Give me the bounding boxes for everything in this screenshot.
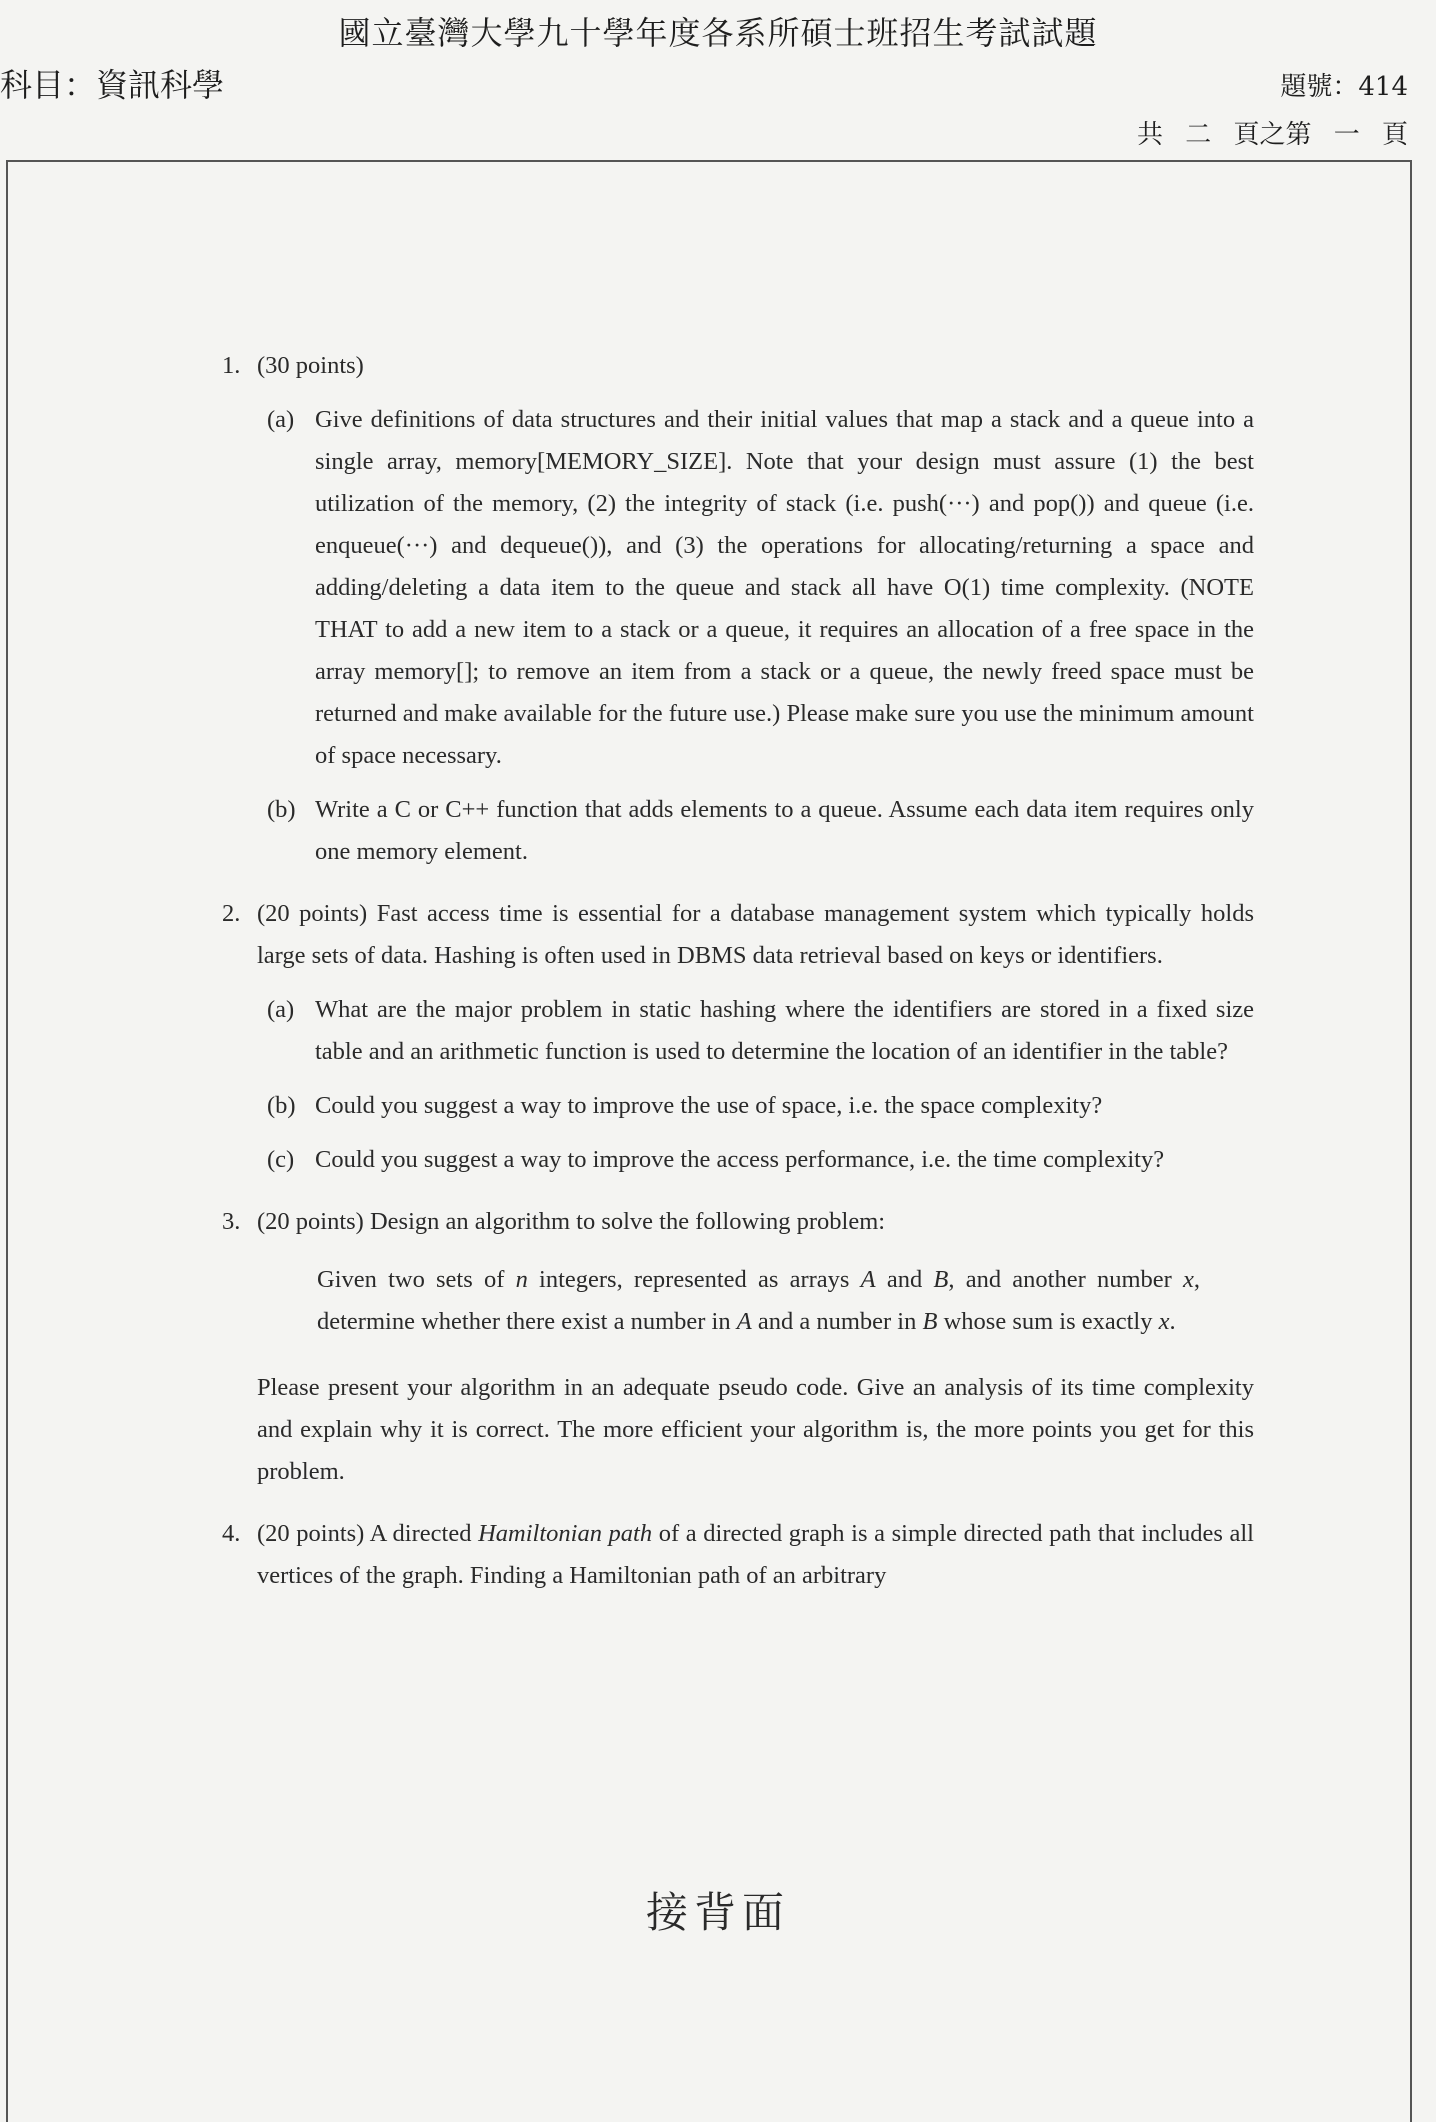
part-label: (a) <box>267 406 295 433</box>
question-number-2: 2. <box>222 900 241 927</box>
question-1b <box>257 789 1254 873</box>
continue-on-back: 接背面 <box>645 1888 790 1937</box>
question-number: 題號：414 <box>1280 72 1408 102</box>
part-text: Give definitions of data structures and their initial values that map a stack and a queue into a single array, memory[MEMORY_SIZE]. Note that your design must assure (1) the best utilization of the memory, (2) the integrity of stack (i.e. push(···) and pop()) and queue (i.e. enqueue(···) and dequeue()), and (3) the operations for allocating/returning a space and adding/deleting a data item to the queue and stack all have O(1) time complexity. (NOTE THAT to add a new item to a stack or a queue, it requires an allocation of a free space in the array memory[]; to remove an item from a stack or a queue, the newly freed space must be returned and make available for the future use.) Please make sure you use the minimum amount of space necessary. <box>315 406 1254 769</box>
math-var: x <box>1183 1266 1194 1293</box>
part-text: Could you suggest a way to improve the use of space, i.e. the space complexity? <box>315 1092 1103 1119</box>
part-text: What are the major problem in static hashing where the identifiers are stored in a fixed size table and an arithmetic function is used to determine the location of an identifier in the table? <box>315 996 1254 1065</box>
math-var: B <box>933 1266 949 1293</box>
math-var: x <box>1158 1308 1170 1335</box>
question-4 <box>222 1513 1254 1597</box>
question-2b <box>257 1085 1254 1127</box>
question-number-3: 3. <box>222 1208 241 1235</box>
part-label: (b) <box>267 1092 296 1119</box>
text: and a number in <box>751 1308 923 1335</box>
text: , and another number <box>948 1266 1183 1293</box>
text: of a directed graph is a simple directed path that includes all vertices of the graph. Finding a Hamiltonian path of an arbitrary <box>257 1520 1254 1589</box>
question-1a <box>257 399 1254 777</box>
math-var: n <box>515 1266 528 1293</box>
exam-content <box>222 345 1254 1617</box>
question-2c <box>257 1139 1254 1181</box>
part-label: (b) <box>267 796 296 823</box>
question-3 <box>222 1201 1254 1493</box>
math-var: A <box>860 1266 876 1293</box>
question-number-4: 4. <box>222 1520 241 1547</box>
question-3-instructions: Please present your algorithm in an adequate pseudo code. Give an analysis of its time complexity and explain why it is correct. The more efficient your algorithm is, the more points you get for this problem. <box>257 1374 1254 1485</box>
text: (20 points) A directed <box>257 1520 479 1547</box>
exam-title: 國立臺灣大學九十學年度各系所碩士班招生考試試題 <box>338 14 1098 52</box>
text: integers, represented as arrays <box>527 1266 861 1293</box>
page-info: 共 二 頁之第 一 頁 <box>1136 120 1408 150</box>
subject-label: 科目：資訊科學 <box>0 66 225 104</box>
math-var: B <box>922 1308 938 1335</box>
emphasis: Hamiltonian path <box>478 1520 653 1547</box>
question-3-intro: (20 points) Design an algorithm to solve the following problem: <box>257 1208 886 1235</box>
part-text: Write a C or C++ function that adds elements to a queue. Assume each data item requires only one memory element. <box>315 796 1254 865</box>
problem-statement <box>317 1259 1200 1343</box>
question-2 <box>222 893 1254 1181</box>
text: and <box>875 1266 934 1293</box>
part-label: (c) <box>267 1146 295 1173</box>
text: whose sum is exactly <box>937 1308 1159 1335</box>
math-var: A <box>736 1308 752 1335</box>
question-1-intro: (30 points) <box>257 352 364 379</box>
question-2-intro: (20 points) Fast access time is essential for a database management system which typically holds large sets of data. Hashing is often used in DBMS data retrieval based on keys or identifiers. <box>257 900 1254 969</box>
question-2a <box>257 989 1254 1073</box>
part-text: Could you suggest a way to improve the access performance, i.e. the time complexity? <box>315 1146 1165 1173</box>
text: . <box>1169 1308 1176 1335</box>
question-number-1: 1. <box>222 352 241 379</box>
question-1 <box>222 345 1254 873</box>
text: , determine whether there exist a number in <box>317 1266 1200 1335</box>
text: Given two sets of <box>317 1266 516 1293</box>
question-4-intro <box>257 1513 1254 1597</box>
part-label: (a) <box>267 996 295 1023</box>
